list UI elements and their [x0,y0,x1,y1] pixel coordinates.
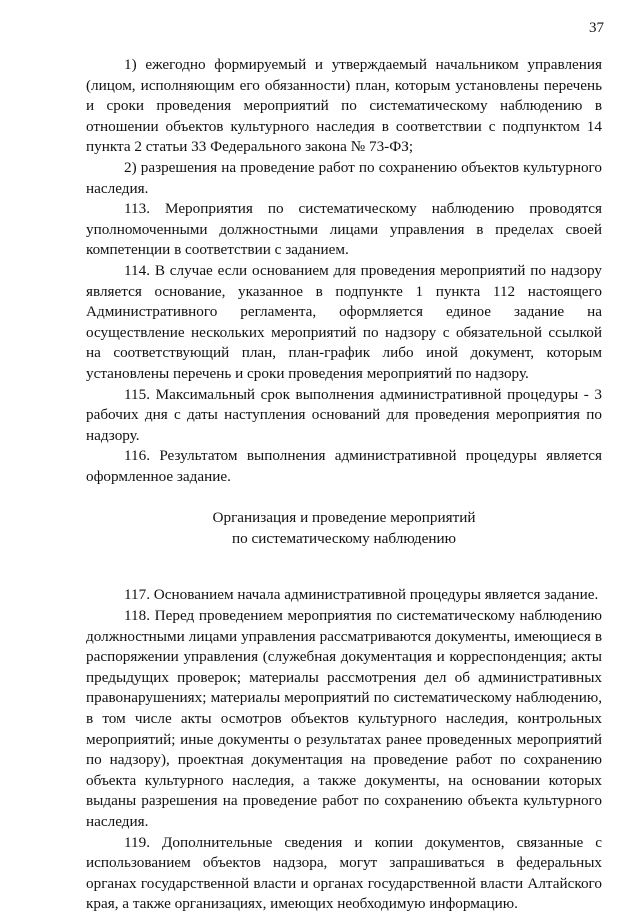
paragraph-117: 117. Основанием начала административной процедуры является задание. [124,586,599,604]
section-heading [86,507,602,549]
document-body [86,55,602,915]
page-number: 37 [589,20,604,36]
section-heading-line-1: Организация и проведение мероприятий [212,509,476,527]
paragraph-114: 114. В случае если основанием для проведения мероприятий по надзору является основание, указанное в подпункте 1 пункта 112 настоящего Административного регламента, оформляется единое задание на осуществление нескольких мероприятий по надзору с обязательной ссылкой на соответствующий план, план-график либо иной документ, которым установлены перечень и сроки проведения мероприятий по надзору. [86,261,602,382]
paragraph-115: 115. Максимальный срок выполнения административной процедуры - 3 рабочих дня с даты наступления оснований для проведения мероприятия по надзору. [86,385,602,444]
paragraph-116: 116. Результатом выполнения административной процедуры является оформленное задание. [86,447,602,485]
paragraph-item-1: 1) ежегодно формируемый и утверждаемый начальником управления (лицом, исполняющим его обязанности) план, которым установлены перечень и сроки проведения мероприятий по систематическому наблюдению в отношении объектов культурного наследия в соответствии с подпунктом 14 пункта 2 статьи 33 Федерального закона № 73-ФЗ; [86,56,602,156]
section-heading-line-2: по систематическому наблюдению [232,530,456,548]
paragraph-item-2: 2) разрешения на проведение работ по сохранению объектов культурного наследия. [86,158,602,197]
paragraph-118: 118. Перед проведением мероприятия по систематическому наблюдению должностными лицами управления рассматриваются документы, имеющиеся в распоряжении управления (служебная документация и корреспонденция; акты предыдущих проверок; материалы рассмотрения дел об административных правонарушениях; материалы мероприятий по систематическому наблюдению, в том числе акты осмотров объектов культурного наследия, контрольных мероприятий; иные документы о результатах ранее проведенных мероприятий по надзору), проектная документация на проведение работ по сохранению объекта культурного наследия, а также документы, на основании которых выданы разрешения на проведение работ по сохранению объекта культурного наследия. [86,607,602,830]
paragraph-113: 113. Мероприятия по систематическому наблюдению проводятся уполномоченными должностными лицами управления в пределах своей компетенции в соответствии с заданием. [86,200,602,259]
paragraph-119: 119. Дополнительные сведения и копии документов, связанные с использованием объектов надзора, могут запрашиваться в федеральных органах государственной власти и органах государственной власти Алтайского края, а также организациях, имеющих необходимую информацию. [86,833,602,913]
